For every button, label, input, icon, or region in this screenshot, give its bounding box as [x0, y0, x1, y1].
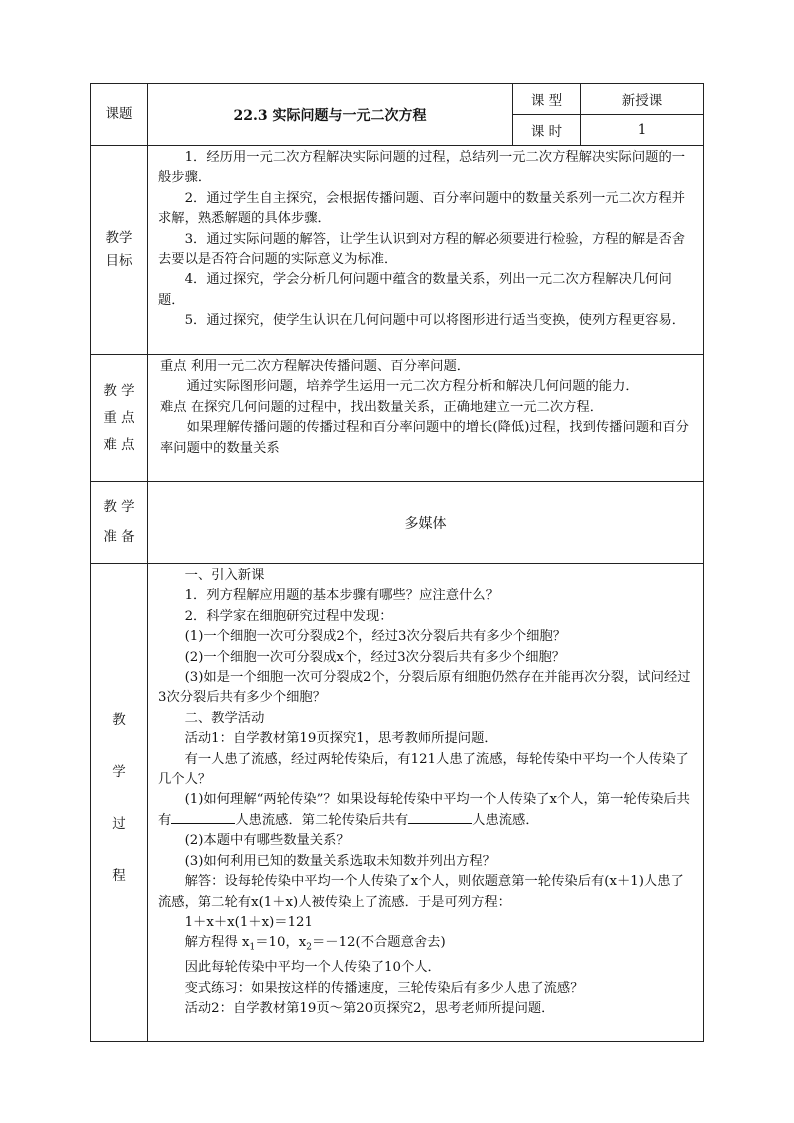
lesson-type-value: 新授课: [581, 84, 704, 115]
question: (2)本题中有哪些数量关系？: [184, 833, 350, 849]
sub-question: (2)一个细胞一次可分裂成x个，经过3次分裂后共有多少个细胞？: [184, 649, 566, 665]
goal-item: 4．通过探究，学会分析几何问题中蕴含的数量关系，列出一元二次方程解决几何问题．: [158, 272, 672, 308]
prep-label: 教 学 准 备: [91, 482, 148, 564]
section-heading: 一、引入新课: [184, 568, 265, 583]
focus-text-2: 通过实际图形问题，培养学生运用一元二次方程分析和解决几何问题的能力．: [186, 379, 639, 395]
difficulty-text-2: 如果理解传播问题的传播过程和百分率问题中的增长(降低)过程，找到传播问题和百分率问题中的数量关系: [160, 420, 689, 456]
lesson-title: 22.3 实际问题与一元二次方程: [148, 84, 513, 146]
goal-item: 1．经历用一元二次方程解决实际问题的过程，总结列一元二次方程解决实际问题的一般步骤．: [158, 150, 686, 186]
question: (3)如何利用已知的数量关系选取未知数并列出方程？: [184, 853, 496, 869]
goal-item: 5．通过探究，使学生认识在几何问题中可以将图形进行适当变换，使列方程更容易．: [184, 313, 686, 329]
variant-exercise: 变式练习：如果按这样的传播速度，三轮传染后有多少人患了流感？: [184, 980, 584, 996]
solution: 解方程得 $x_1=10$，$x_2=-12$(不合题意舍去): [184, 935, 446, 953]
question: 2．科学家在细胞研究过程中发现：: [184, 608, 393, 624]
goal-item: 3．通过实际问题的解答，让学生认识到对方程的解必须要进行检验，方程的解是否舍去要以是否符合问题的实际意义为标准．: [158, 231, 686, 268]
class-hours-value: 1: [581, 115, 704, 146]
goals-content: [148, 146, 704, 355]
question-with-blanks: (1)如何理解“两轮传染”？如果设每轮传染中平均一个人传染了x个人，第一轮传染后共有 人患流感．第二轮传染后共有 人患流感．: [158, 792, 690, 828]
activity: 活动2：自学教材第19页～第20页探究2，思考老师所提问题．: [184, 1001, 555, 1017]
sub-question: (1)一个细胞一次可分裂成2个，经过3次分裂后共有多少个细胞？: [184, 629, 567, 645]
question: 1．列方程解应用题的基本步骤有哪些？应注意什么？: [184, 588, 499, 604]
topic-label: 课题: [91, 84, 148, 146]
conclusion: 因此每轮传染中平均一个人传染了10个人．: [184, 960, 441, 976]
problem-statement: 有一人患了流感，经过两轮传染后，有121人患了流感，每轮传染中平均一个人传染了几个人？: [158, 751, 689, 788]
keypoints-label: 教 学 重 点 难 点: [91, 355, 148, 482]
focus-text: 重点 利用一元二次方程解决传播问题、百分率问题．: [160, 359, 471, 374]
lesson-type-label: 课 型: [513, 84, 581, 115]
sub-question: (3)如是一个细胞一次可分裂成2个，分裂后原有细胞仍然存在并能再次分裂，试问经过3次分裂后共有多少个细胞？: [158, 670, 691, 706]
answer: 解答：设每轮传染中平均一个人传染了x个人，则依题意第一轮传染后有(x＋1)人患了流感，第二轮有x(1＋x)人被传染上了流感．于是可列方程：: [158, 874, 684, 910]
activity: 活动1：自学教材第19页探究1，思考教师所提问题．: [184, 731, 498, 747]
process-content: [148, 564, 704, 1042]
answer-blank[interactable]: [171, 811, 235, 824]
section-heading: 二、教学活动: [184, 710, 265, 726]
lesson-plan-table: [90, 83, 704, 1042]
difficulty-text: 难点 在探究几何问题的过程中，找出数量关系，正确地建立一元二次方程．: [160, 399, 604, 415]
class-hours-label: 课 时: [513, 115, 581, 146]
answer-blank[interactable]: [408, 811, 472, 824]
keypoints-content: [148, 355, 704, 482]
goals-label: 教学 目标: [91, 146, 148, 355]
prep-value: 多媒体: [148, 482, 704, 564]
process-label: 教 学 过 程: [91, 564, 148, 1042]
equation: 1＋x＋x(1＋x)＝121: [184, 914, 313, 930]
goal-item: 2．通过学生自主探究，会根据传播问题、百分率问题中的数量关系列一元二次方程并求解，熟悉解题的具体步骤．: [158, 190, 686, 227]
